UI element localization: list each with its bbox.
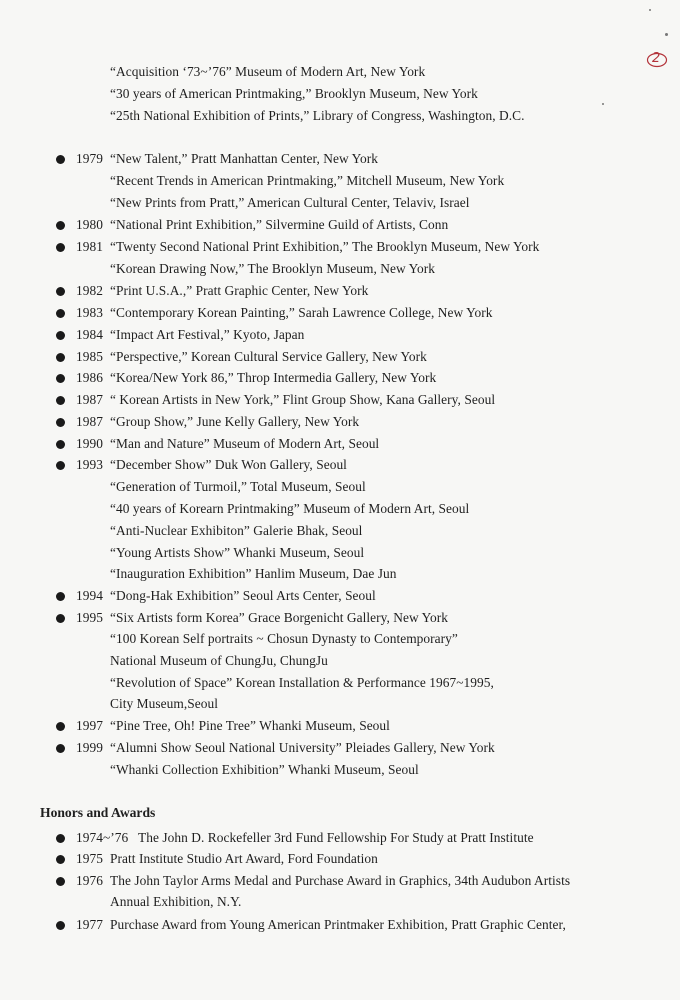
exhibition-year: 1993 [76, 457, 103, 472]
exhibition-year: 1979 [76, 151, 103, 166]
bullet-icon [56, 877, 65, 886]
bullet-icon [56, 921, 65, 930]
exhibition-text: City Museum,Seoul [110, 696, 218, 711]
exhibition-text: “25th National Exhibition of Prints,” Library of Congress, Washington, D.C. [110, 108, 525, 123]
bullet-icon [56, 722, 65, 731]
scan-speck [649, 9, 651, 11]
bullet-icon [56, 461, 65, 470]
exhibition-year: 1997 [76, 718, 103, 733]
bullet-icon [56, 243, 65, 252]
bullet-icon [56, 744, 65, 753]
page-mark-text: 2 [652, 51, 661, 66]
bullet-icon [56, 614, 65, 623]
award-year: 1974~’76 [76, 830, 129, 845]
exhibition-text: “New Prints from Pratt,” American Cultural Center, Telaviv, Israel [110, 195, 470, 210]
exhibition-text: National Museum of ChungJu, ChungJu [110, 653, 328, 668]
exhibition-text: “Twenty Second National Print Exhibition,” The Brooklyn Museum, New York [110, 239, 540, 254]
exhibition-text: “Generation of Turmoil,” Total Museum, Seoul [110, 479, 366, 494]
exhibition-year: 1987 [76, 414, 103, 429]
exhibition-text: “Whanki Collection Exhibition” Whanki Museum, Seoul [110, 762, 419, 777]
exhibition-text: “Print U.S.A.,” Pratt Graphic Center, New York [110, 283, 369, 298]
exhibition-text: “Inauguration Exhibition” Hanlim Museum, Dae Jun [110, 566, 397, 581]
exhibition-text: “Revolution of Space” Korean Installation & Performance 1967~1995, [110, 675, 494, 690]
award-year: 1977 [76, 917, 103, 932]
bullet-icon [56, 834, 65, 843]
exhibition-text: “Korean Drawing Now,” The Brooklyn Museum, New York [110, 261, 435, 276]
exhibition-text: “Korea/New York 86,” Throp Intermedia Gallery, New York [110, 370, 437, 385]
exhibition-text: “Group Show,” June Kelly Gallery, New York [110, 414, 360, 429]
bullet-icon [56, 309, 65, 318]
exhibition-text: “National Print Exhibition,” Silvermine Guild of Artists, Conn [110, 217, 449, 232]
award-text: Pratt Institute Studio Art Award, Ford Foundation [110, 851, 378, 866]
award-text: Annual Exhibition, N.Y. [110, 894, 242, 909]
exhibition-year: 1985 [76, 349, 103, 364]
exhibition-text: “December Show” Duk Won Gallery, Seoul [110, 457, 347, 472]
exhibition-text: “ Korean Artists in New York,” Flint Group Show, Kana Gallery, Seoul [110, 392, 496, 407]
exhibition-text: “Alumni Show Seoul National University” Pleiades Gallery, New York [110, 740, 495, 755]
exhibition-year: 1984 [76, 327, 103, 342]
bullet-icon [56, 592, 65, 601]
exhibition-year: 1995 [76, 610, 103, 625]
exhibition-text: “New Talent,” Pratt Manhattan Center, New York [110, 151, 378, 166]
bullet-icon [56, 155, 65, 164]
exhibition-year: 1986 [76, 370, 103, 385]
exhibition-text: “Perspective,” Korean Cultural Service Gallery, New York [110, 349, 427, 364]
award-text: The John Taylor Arms Medal and Purchase Award in Graphics, 34th Audubon Artists [110, 873, 571, 888]
bullet-icon [56, 396, 65, 405]
exhibition-text: “Six Artists form Korea” Grace Borgenicht Gallery, New York [110, 610, 449, 625]
bullet-icon [56, 440, 65, 449]
bullet-icon [56, 374, 65, 383]
bullet-icon [56, 418, 65, 427]
scan-speck [665, 33, 668, 36]
award-text: The John D. Rockefeller 3rd Fund Fellowship For Study at Pratt Institute [138, 830, 534, 845]
exhibition-text: “40 years of Korearn Printmaking” Museum of Modern Art, Seoul [110, 501, 470, 516]
exhibition-text: “Pine Tree, Oh! Pine Tree” Whanki Museum, Seoul [110, 718, 390, 733]
award-year: 1976 [76, 873, 103, 888]
exhibition-year: 1980 [76, 217, 103, 232]
exhibition-text: “30 years of American Printmaking,” Brooklyn Museum, New York [110, 86, 478, 101]
exhibition-year: 1990 [76, 436, 103, 451]
exhibition-year: 1999 [76, 740, 103, 755]
exhibition-year: 1981 [76, 239, 103, 254]
exhibition-text: “Acquisition ‘73~’76” Museum of Modern Art, New York [110, 64, 426, 79]
exhibition-text: “Dong-Hak Exhibition” Seoul Arts Center, Seoul [110, 588, 376, 603]
exhibition-text: “Man and Nature” Museum of Modern Art, Seoul [110, 436, 380, 451]
exhibition-text: “Young Artists Show” Whanki Museum, Seoul [110, 545, 365, 560]
exhibition-year: 1994 [76, 588, 103, 603]
page-number-mark [649, 51, 661, 67]
exhibition-text: “Anti-Nuclear Exhibiton” Galerie Bhak, Seoul [110, 523, 363, 538]
exhibition-year: 1982 [76, 283, 103, 298]
exhibition-text: “Contemporary Korean Painting,” Sarah Lawrence College, New York [110, 305, 493, 320]
award-text: Purchase Award from Young American Printmaker Exhibition, Pratt Graphic Center, [110, 917, 566, 932]
bullet-icon [56, 353, 65, 362]
honors-heading: Honors and Awards [40, 805, 156, 820]
exhibition-text: “100 Korean Self portraits ~ Chosun Dynasty to Contemporary” [110, 631, 458, 646]
bullet-icon [56, 287, 65, 296]
exhibition-year: 1983 [76, 305, 103, 320]
bullet-icon [56, 855, 65, 864]
exhibition-year: 1987 [76, 392, 103, 407]
exhibition-text: “Impact Art Festival,” Kyoto, Japan [110, 327, 305, 342]
scan-speck [602, 103, 604, 105]
exhibition-text: “Recent Trends in American Printmaking,” Mitchell Museum, New York [110, 173, 505, 188]
bullet-icon [56, 331, 65, 340]
award-year: 1975 [76, 851, 103, 866]
bullet-icon [56, 221, 65, 230]
